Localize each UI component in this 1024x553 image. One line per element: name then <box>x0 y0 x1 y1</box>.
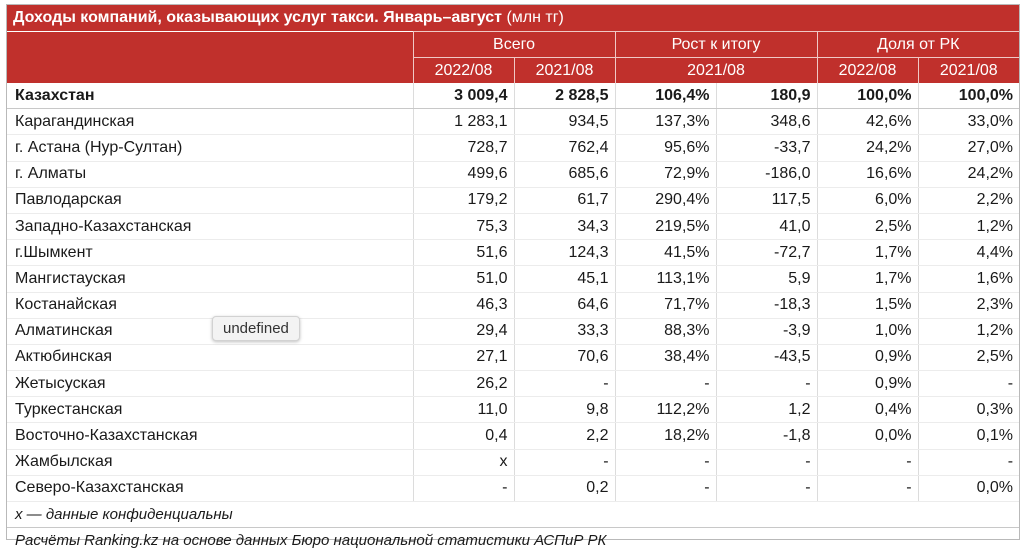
value-cell: 0,4% <box>817 397 918 423</box>
region-name-cell: Павлодарская <box>7 187 413 213</box>
value-cell: 64,6 <box>514 292 615 318</box>
value-cell: 100,0% <box>918 83 1019 109</box>
value-cell: x <box>413 449 514 475</box>
value-cell: 1,5% <box>817 292 918 318</box>
taxi-revenue-table-panel <box>6 4 1020 549</box>
header-blank <box>7 32 413 58</box>
value-cell: 1 283,1 <box>413 109 514 135</box>
value-cell: 38,4% <box>615 344 716 370</box>
region-name-cell: Актюбинская <box>7 344 413 370</box>
value-cell: 0,4 <box>413 423 514 449</box>
value-cell: 1,6% <box>918 266 1019 292</box>
value-cell: 117,5 <box>716 187 817 213</box>
value-cell: 180,9 <box>716 83 817 109</box>
value-cell: 61,7 <box>514 187 615 213</box>
value-cell: - <box>918 449 1019 475</box>
table-title <box>7 5 1019 31</box>
value-cell: 219,5% <box>615 213 716 239</box>
value-cell: 113,1% <box>615 266 716 292</box>
tooltip: undefined <box>212 316 300 341</box>
value-cell: 42,6% <box>817 109 918 135</box>
value-cell: -18,3 <box>716 292 817 318</box>
value-cell: - <box>716 475 817 501</box>
table-row <box>7 161 1019 187</box>
value-cell: 9,8 <box>514 397 615 423</box>
header-blank <box>7 58 413 84</box>
region-name-cell: Мангистауская <box>7 266 413 292</box>
value-cell: 27,1 <box>413 344 514 370</box>
value-cell: - <box>817 475 918 501</box>
table-row <box>7 397 1019 423</box>
header-row-years <box>7 58 1019 84</box>
value-cell: 762,4 <box>514 135 615 161</box>
region-name-cell: Алматинская <box>7 318 413 344</box>
value-cell: 2,5% <box>817 213 918 239</box>
value-cell: 33,0% <box>918 109 1019 135</box>
value-cell: 0,1% <box>918 423 1019 449</box>
table-row <box>7 318 1019 344</box>
header-total-2022: 2022/08 <box>413 58 514 84</box>
value-cell: 51,6 <box>413 240 514 266</box>
value-cell: -3,9 <box>716 318 817 344</box>
region-name-cell: Жамбылская <box>7 449 413 475</box>
table-row <box>7 187 1019 213</box>
value-cell: 29,4 <box>413 318 514 344</box>
value-cell: 5,9 <box>716 266 817 292</box>
value-cell: - <box>615 371 716 397</box>
value-cell: 34,3 <box>514 213 615 239</box>
table-row <box>7 449 1019 475</box>
value-cell: 4,4% <box>918 240 1019 266</box>
value-cell: - <box>413 475 514 501</box>
value-cell: 24,2% <box>817 135 918 161</box>
value-cell: - <box>918 371 1019 397</box>
table-row <box>7 135 1019 161</box>
title-text: Доходы компаний, оказывающих услуг такси. Январь–август <box>13 9 502 26</box>
value-cell: 100,0% <box>817 83 918 109</box>
value-cell: - <box>514 449 615 475</box>
table-row <box>7 423 1019 449</box>
value-cell: 685,6 <box>514 161 615 187</box>
header-share-2021: 2021/08 <box>918 58 1019 84</box>
value-cell: 27,0% <box>918 135 1019 161</box>
value-cell: 45,1 <box>514 266 615 292</box>
value-cell: 179,2 <box>413 187 514 213</box>
value-cell: 2 828,5 <box>514 83 615 109</box>
revenue-table <box>7 31 1019 502</box>
region-name-cell: Жетысуская <box>7 371 413 397</box>
value-cell: - <box>817 449 918 475</box>
table-row <box>7 475 1019 501</box>
region-name-cell: Казахстан <box>7 83 413 109</box>
value-cell: 3 009,4 <box>413 83 514 109</box>
value-cell: 11,0 <box>413 397 514 423</box>
value-cell: 106,4% <box>615 83 716 109</box>
value-cell: 70,6 <box>514 344 615 370</box>
region-name-cell: Восточно-Казахстанская <box>7 423 413 449</box>
value-cell: 1,7% <box>817 240 918 266</box>
footnote: x — данные конфиденциальны <box>7 502 1019 528</box>
value-cell: 934,5 <box>514 109 615 135</box>
value-cell: 1,2% <box>918 318 1019 344</box>
value-cell: 1,0% <box>817 318 918 344</box>
table-row <box>7 344 1019 370</box>
value-cell: - <box>716 449 817 475</box>
value-cell: 72,9% <box>615 161 716 187</box>
value-cell: 2,2 <box>514 423 615 449</box>
value-cell: 1,2 <box>716 397 817 423</box>
value-cell: 88,3% <box>615 318 716 344</box>
value-cell: 348,6 <box>716 109 817 135</box>
value-cell: 0,0% <box>817 423 918 449</box>
value-cell: 499,6 <box>413 161 514 187</box>
value-cell: 0,9% <box>817 371 918 397</box>
header-growth-2021: 2021/08 <box>615 58 817 84</box>
value-cell: 112,2% <box>615 397 716 423</box>
value-cell: 0,2 <box>514 475 615 501</box>
value-cell: - <box>615 475 716 501</box>
header-group-share: Доля от РК <box>817 32 1019 58</box>
region-name-cell: Северо-Казахстанская <box>7 475 413 501</box>
value-cell: 0,9% <box>817 344 918 370</box>
table-row-total <box>7 83 1019 109</box>
value-cell: 71,7% <box>615 292 716 318</box>
value-cell: 0,3% <box>918 397 1019 423</box>
value-cell: - <box>615 449 716 475</box>
value-cell: - <box>514 371 615 397</box>
region-name-cell: Западно-Казахстанская <box>7 213 413 239</box>
title-unit: (млн тг) <box>506 9 564 26</box>
value-cell: 41,0 <box>716 213 817 239</box>
value-cell: 2,5% <box>918 344 1019 370</box>
source-note: Расчёты Ranking.kz на основе данных Бюро национальной статистики АСПиР РК <box>15 532 607 549</box>
region-name-cell: г. Алматы <box>7 161 413 187</box>
value-cell: 33,3 <box>514 318 615 344</box>
value-cell: 0,0% <box>918 475 1019 501</box>
header-share-2022: 2022/08 <box>817 58 918 84</box>
table-row <box>7 266 1019 292</box>
value-cell: -186,0 <box>716 161 817 187</box>
value-cell: 2,2% <box>918 187 1019 213</box>
table-row <box>7 371 1019 397</box>
value-cell: 6,0% <box>817 187 918 213</box>
value-cell: 18,2% <box>615 423 716 449</box>
table-row <box>7 240 1019 266</box>
value-cell: 24,2% <box>918 161 1019 187</box>
value-cell: 26,2 <box>413 371 514 397</box>
value-cell: -43,5 <box>716 344 817 370</box>
region-name-cell: Карагандинская <box>7 109 413 135</box>
table-row <box>7 213 1019 239</box>
value-cell: 95,6% <box>615 135 716 161</box>
value-cell: -72,7 <box>716 240 817 266</box>
region-name-cell: г. Астана (Нур-Султан) <box>7 135 413 161</box>
region-name-cell: г.Шымкент <box>7 240 413 266</box>
header-total-2021: 2021/08 <box>514 58 615 84</box>
value-cell: 1,7% <box>817 266 918 292</box>
value-cell: 75,3 <box>413 213 514 239</box>
table-body <box>7 83 1019 502</box>
value-cell: 2,3% <box>918 292 1019 318</box>
value-cell: 41,5% <box>615 240 716 266</box>
value-cell: 46,3 <box>413 292 514 318</box>
header-group-growth: Рост к итогу <box>615 32 817 58</box>
table-row <box>7 292 1019 318</box>
table-row <box>7 109 1019 135</box>
value-cell: 137,3% <box>615 109 716 135</box>
value-cell: -33,7 <box>716 135 817 161</box>
header-row-groups <box>7 32 1019 58</box>
value-cell: 728,7 <box>413 135 514 161</box>
value-cell: -1,8 <box>716 423 817 449</box>
region-name-cell: Туркестанская <box>7 397 413 423</box>
value-cell: 1,2% <box>918 213 1019 239</box>
region-name-cell: Костанайская <box>7 292 413 318</box>
header-group-total: Всего <box>413 32 615 58</box>
value-cell: 16,6% <box>817 161 918 187</box>
value-cell: 124,3 <box>514 240 615 266</box>
value-cell: 51,0 <box>413 266 514 292</box>
value-cell: 290,4% <box>615 187 716 213</box>
value-cell: - <box>716 371 817 397</box>
